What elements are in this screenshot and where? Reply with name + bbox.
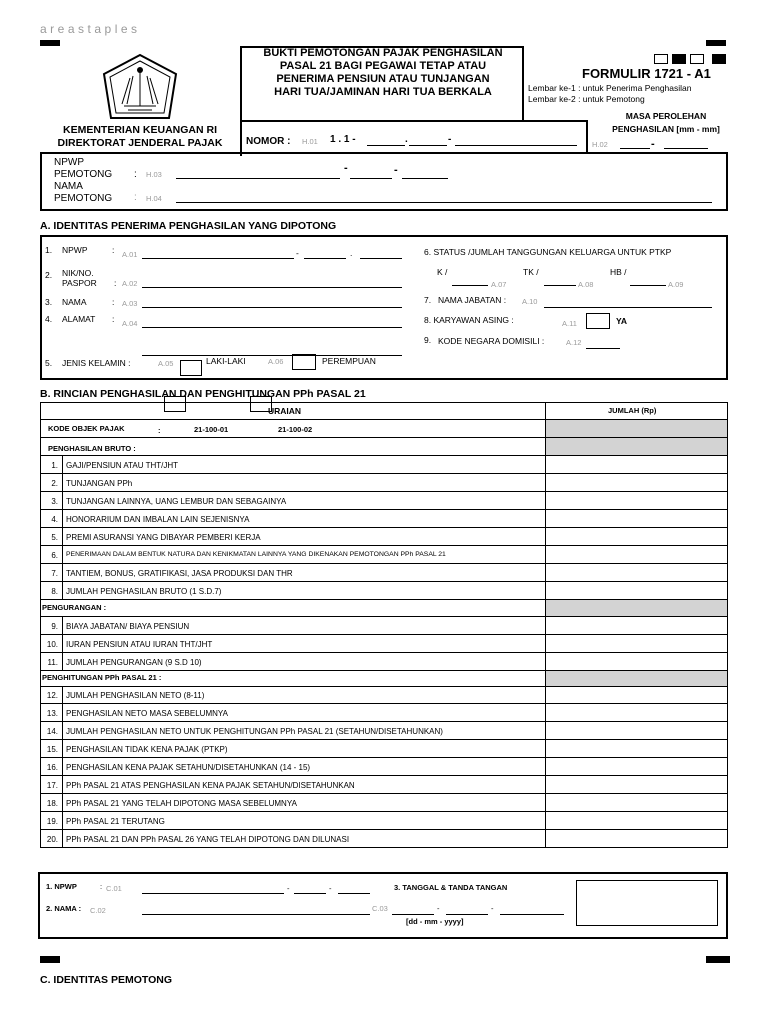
row-amount-input[interactable]: [545, 636, 727, 653]
row-number: 3.: [51, 497, 58, 506]
form-title: FORMULIR 1721 - A1: [582, 66, 711, 81]
row-amount-input[interactable]: [545, 777, 727, 794]
row-description: PENERIMAAN DALAM BENTUK NATURA DAN KENIKMATAN LAINNYA YANG DIKENAKAN PEMOTONGAN PPh PASAL 21: [66, 551, 446, 558]
row-description: PPh PASAL 21 DAN PPh PASAL 26 YANG TELAH DIPOTONG DAN DILUNASI: [66, 835, 350, 844]
male-checkbox[interactable]: [180, 360, 202, 376]
row-description: PENGHASILAN NETO MASA SEBELUMNYA: [66, 709, 228, 718]
date-day-input[interactable]: [392, 914, 434, 915]
group-pengurangan: PENGURANGAN :: [42, 603, 107, 612]
female-checkbox[interactable]: [292, 354, 316, 370]
col-jumlah: JUMLAH (Rp): [608, 406, 657, 415]
nik-input[interactable]: [142, 287, 402, 288]
row-number: 14.: [46, 727, 58, 736]
row-description: PPh PASAL 21 YANG TELAH DIPOTONG MASA SEBELUMNYA: [66, 799, 297, 808]
period-code: H.02: [592, 140, 608, 149]
group-pph: PENGHITUNGAN PPh PASAL 21 :: [42, 673, 162, 682]
row-description: JUMLAH PENGHASILAN BRUTO (1 S.D.7): [66, 587, 222, 596]
row-amount-input[interactable]: [545, 759, 727, 776]
row-number: 18.: [46, 799, 58, 808]
row-description: PREMI ASURANSI YANG DIBAYAR PEMBERI KERJA: [66, 533, 261, 542]
row-number: 7.: [51, 569, 58, 578]
section-a-title: A. IDENTITAS PENERIMA PENGHASILAN YANG DIPOTONG: [40, 220, 337, 232]
row-amount-input[interactable]: [545, 654, 727, 671]
sheet-1-note: Lembar ke-1 : untuk Penerima Penghasilan: [528, 83, 692, 93]
row-number: 15.: [46, 745, 58, 754]
row-description: HONORARIUM DAN IMBALAN LAIN SEJENISNYA: [66, 515, 250, 524]
nomor-code: H.01: [302, 137, 318, 146]
row-description: TUNJANGAN PPh: [66, 479, 133, 488]
section-b-title: B. RINCIAN PENGHASILAN DAN PENGHITUNGAN PPh PASAL 21: [40, 388, 366, 400]
corner-marker: [40, 40, 60, 46]
section-c-title: C. IDENTITAS PEMOTONG: [40, 974, 173, 986]
corner-marker: [706, 956, 730, 963]
nama-input[interactable]: [142, 307, 402, 308]
period-start-input[interactable]: [620, 148, 650, 149]
npwp-pemotong-input[interactable]: [176, 178, 340, 179]
corner-marker: [40, 956, 60, 963]
check-square: [690, 54, 704, 64]
row-amount-input[interactable]: [545, 583, 727, 600]
signature-box[interactable]: [576, 880, 718, 926]
check-square-filled: [672, 54, 686, 64]
sheet-2-note: Lembar ke-2 : untuk Pemotong: [528, 94, 645, 104]
row-number: 17.: [46, 781, 58, 790]
tk-input[interactable]: [544, 285, 576, 286]
pemotong-npwp-input[interactable]: [142, 893, 284, 894]
check-square: [654, 54, 668, 64]
row-amount-input[interactable]: [545, 511, 727, 528]
k-input[interactable]: [452, 285, 488, 286]
row-description: IURAN PENSIUN ATAU IURAN THT/JHT: [66, 640, 213, 649]
nomor-prefix: 1 . 1 -: [330, 134, 356, 145]
row-number: 13.: [46, 709, 58, 718]
row-amount-input[interactable]: [545, 618, 727, 635]
row-number: 6.: [51, 551, 58, 560]
row-amount-input[interactable]: [545, 493, 727, 510]
row-description: TUNJANGAN LAINNYA, UANG LEMBUR DAN SEBAGAINYA: [66, 497, 287, 506]
row-amount-input[interactable]: [545, 705, 727, 722]
asing-checkbox[interactable]: [586, 313, 610, 329]
row-number: 10.: [46, 640, 58, 649]
date-year-input[interactable]: [500, 914, 564, 915]
alamat-input[interactable]: [142, 327, 402, 328]
nomor-label: NOMOR :: [246, 136, 291, 147]
row-number: 9.: [51, 622, 58, 631]
hb-input[interactable]: [630, 285, 666, 286]
npwp-pemotong-label: NPWP PEMOTONG: [54, 157, 113, 180]
row-description: TANTIEM, BONUS, GRATIFIKASI, JASA PRODUKSI DAN THR: [66, 569, 293, 578]
kode-1: 21-100-01: [194, 425, 229, 434]
row-amount-input[interactable]: [545, 795, 727, 812]
row-number: 5.: [51, 533, 58, 542]
row-amount-input[interactable]: [545, 813, 727, 830]
row-number: 12.: [46, 691, 58, 700]
row-number: 8.: [51, 587, 58, 596]
row-amount-input[interactable]: [545, 547, 727, 564]
kode-2: 21-100-02: [278, 425, 313, 434]
nama-pemotong-input[interactable]: [176, 202, 712, 203]
row-description: GAJI/PENSIUN ATAU THT/JHT: [66, 461, 179, 470]
form-header-title: BUKTI PEMOTONGAN PAJAK PENGHASILAN PASAL 21 BAGI PEGAWAI TETAP ATAU PENERIMA PENSIUN ATAU TUNJANGAN HARI TUA/JAMINAN HARI TUA BERKALA: [263, 47, 503, 98]
directorate-name: DIREKTORAT JENDERAL PAJAK: [57, 137, 223, 149]
row-amount-input[interactable]: [545, 687, 727, 704]
ministry-name: KEMENTERIAN KEUANGAN RI: [62, 124, 217, 136]
row-number: 1.: [51, 461, 58, 470]
pemotong-nama-input[interactable]: [142, 914, 370, 915]
row-amount-input[interactable]: [545, 457, 727, 474]
ministry-logo: [100, 52, 180, 124]
row-number: 11.: [47, 658, 58, 667]
row-number: 4.: [51, 515, 58, 524]
kode-label: KODE OBJEK PAJAK: [48, 424, 125, 433]
row-number: 16.: [46, 763, 58, 772]
col-uraian: URAIAN: [268, 406, 302, 416]
row-description: PPh PASAL 21 TERUTANG: [66, 817, 165, 826]
corner-marker: [706, 40, 726, 46]
jabatan-input[interactable]: [544, 307, 712, 308]
row-description: JUMLAH PENGURANGAN (9 S.D 10): [66, 658, 202, 667]
row-description: PENGHASILAN TIDAK KENA PAJAK (PTKP): [66, 745, 228, 754]
row-description: PPh PASAL 21 ATAS PENGHASILAN KENA PAJAK SETAHUN/DISETAHUNKAN: [66, 781, 355, 790]
group-bruto: PENGHASILAN BRUTO :: [48, 444, 136, 453]
nomor-input[interactable]: [455, 145, 577, 146]
row-amount-input[interactable]: [545, 565, 727, 582]
period-end-input[interactable]: [664, 148, 708, 149]
npwp-input[interactable]: [142, 258, 294, 259]
row-number: 19.: [46, 817, 58, 826]
negara-input[interactable]: [586, 348, 620, 349]
row-amount-input[interactable]: [545, 741, 727, 758]
row-amount-input[interactable]: [545, 723, 727, 740]
row-number: 20.: [46, 835, 58, 844]
row-description: JUMLAH PENGHASILAN NETO (8-11): [66, 691, 205, 700]
check-square-filled: [712, 54, 726, 64]
row-amount-input[interactable]: [545, 831, 727, 848]
row-description: PENGHASILAN KENA PAJAK SETAHUN/DISETAHUNKAN (14 - 15): [66, 763, 311, 772]
nama-pemotong-label: NAMA PEMOTONG: [54, 181, 113, 204]
watermark: areastaples: [40, 22, 141, 36]
date-month-input[interactable]: [446, 914, 488, 915]
row-description: BIAYA JABATAN/ BIAYA PENSIUN: [66, 622, 190, 631]
row-amount-input[interactable]: [545, 475, 727, 492]
row-description: JUMLAH PENGHASILAN NETO UNTUK PENGHITUNGAN PPh PASAL 21 (SETAHUN/DISETAHUNKAN): [66, 727, 443, 736]
period-label: MASA PEROLEHAN PENGHASILAN [mm - mm]: [612, 111, 720, 134]
row-amount-input[interactable]: [545, 529, 727, 546]
row-number: 2.: [51, 479, 58, 488]
